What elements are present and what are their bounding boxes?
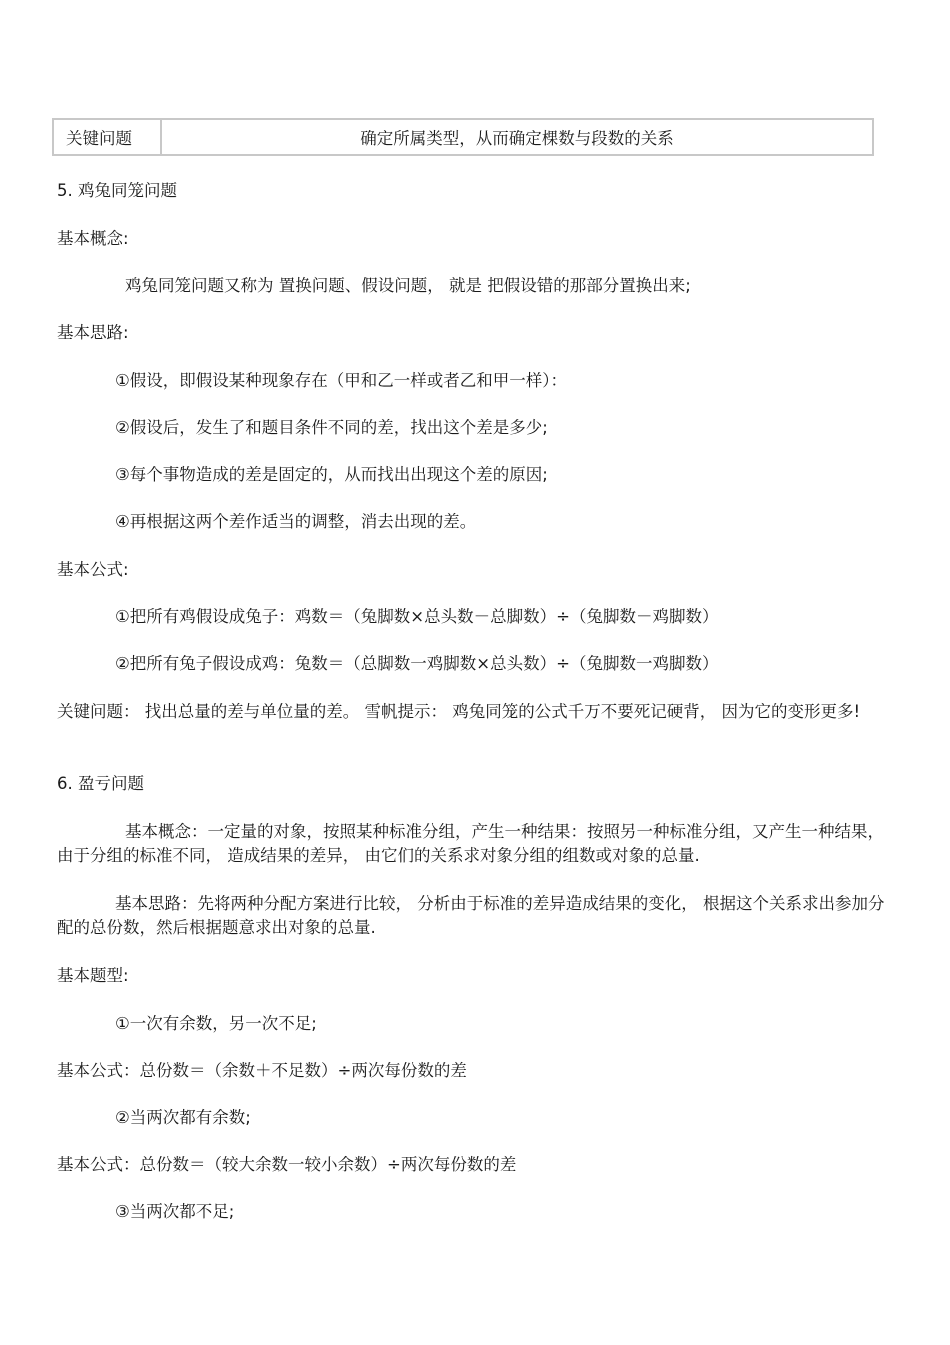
section-6-type-3: ③当两次都不足; [115,1202,235,1221]
section-6-formula-1: 基本公式：总份数＝（余数＋不足数）÷两次每份数的差 [57,1061,467,1080]
section-6-type-label: 基本题型: [57,966,129,985]
key-issue-label: 关键问题 [54,120,162,154]
section-5-formula-2: ②把所有兔子假设成鸡：兔数＝（总脚数一鸡脚数×总头数）÷（兔脚数一鸡脚数） [115,654,719,673]
section-6-type-1: ①一次有余数，另一次不足; [115,1014,317,1033]
section-6-concept: 基本概念：一定量的对象，按照某种标准分组，产生一种结果：按照另一种标准分组，又产生一种结果， 由于分组的标准不同， 造成结果的差异， 由它们的关系求对象分组的组数或对象的总量. [57,822,884,865]
section-6-heading: 6. 盈亏问题 [57,774,144,793]
section-5-idea-3: ③每个事物造成的差是固定的，从而找出出现这个差的原因; [115,465,548,484]
section-6-formula-2: 基本公式：总份数＝（较大余数一较小余数）÷两次每份数的差 [57,1155,517,1174]
key-issue-value: 确定所属类型，从而确定棵数与段数的关系 [360,129,674,148]
key-issue-table [52,118,874,156]
section-5-idea-2: ②假设后，发生了和题目条件不同的差，找出这个差是多少; [115,418,548,437]
section-6-type-2: ②当两次都有余数; [115,1108,251,1127]
section-5-idea-4: ④再根据这两个差作适当的调整，消去出现的差。 [115,512,477,531]
section-5-concept-text: 鸡兔同笼问题又称为 置换问题、假设问题， 就是 把假设错的那部分置换出来; [125,276,691,295]
section-5-key-note: 关键问题： 找出总量的差与单位量的差。 雪帆提示： 鸡兔同笼的公式千万不要死记硬背， 因为它的变形更多! [57,702,861,721]
section-5-formula-1: ①把所有鸡假设成兔子：鸡数＝（兔脚数×总头数－总脚数）÷（兔脚数－鸡脚数） [115,607,719,626]
section-5-idea-1: ①假设，即假设某种现象存在（甲和乙一样或者乙和甲一样）： [115,371,568,390]
section-5-heading: 5. 鸡兔同笼问题 [57,181,177,200]
section-5-concept-label: 基本概念: [57,229,129,248]
section-6-idea: 基本思路：先将两种分配方案进行比较， 分析由于标准的差异造成结果的变化， 根据这个关系求出参加分配的总份数，然后根据题意求出对象的总量. [57,894,885,937]
section-5-idea-label: 基本思路: [57,323,129,342]
section-5-formula-label: 基本公式: [57,560,129,579]
